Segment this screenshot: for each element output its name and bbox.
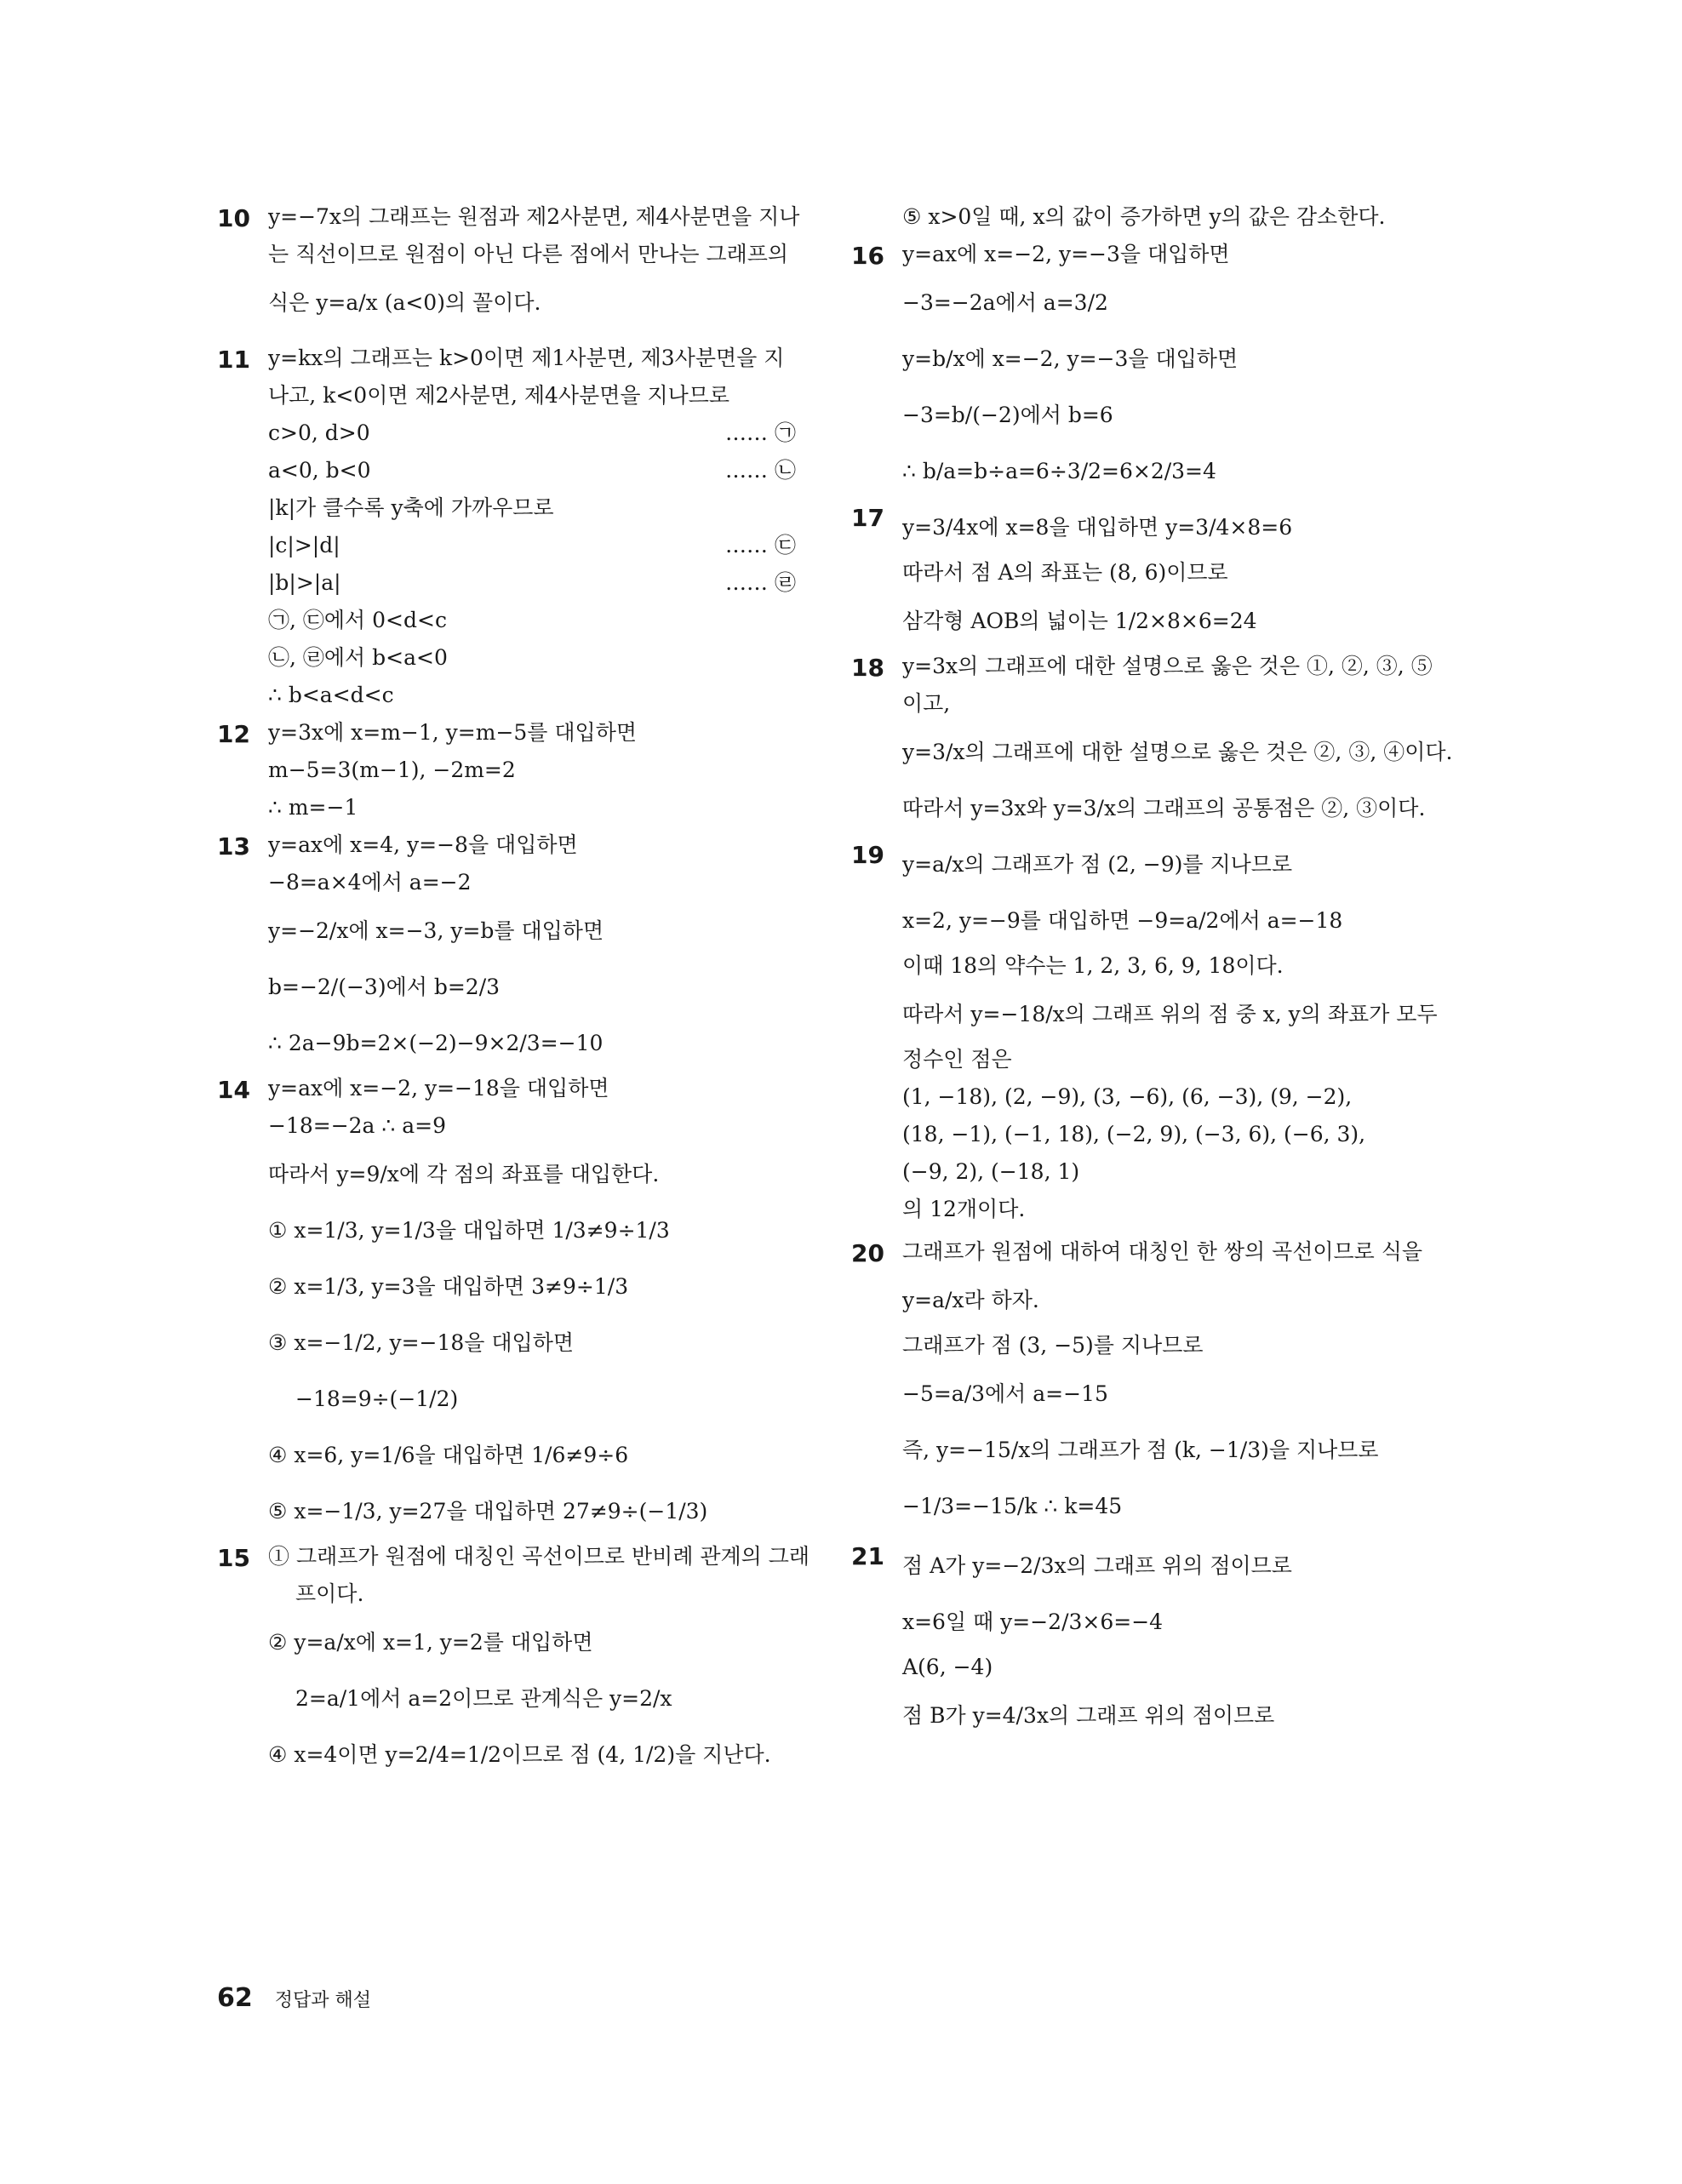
solution-line [268,963,796,1011]
solution-text: −5=a/3에서 a=−15 [902,1381,1108,1406]
problem-20 [851,1239,1439,1530]
problem-11 [217,346,796,708]
problem-10 [217,204,800,327]
solution-text: 따라서 y=3x와 y=3/x의 그래프의 공통점은 ②, ③이다. [902,796,1426,820]
solution-text: 이고, [902,691,951,716]
solution-text: A(6, −4) [902,1655,993,1679]
solution-text: ① x=1/3, y=1/3을 대입하면 1/3≠9÷1/3 [268,1218,670,1243]
solution-text: |c|>|d| [268,533,340,557]
solution-line [268,279,796,327]
solution-text: y=ax에 x=−2, y=−3을 대입하면 [902,242,1230,266]
solution-text: (18, −1), (−1, 18), (−2, 9), (−3, 6), (−6, 3), [902,1122,1366,1146]
solution-text: ∴ b<a<d<c [268,683,394,707]
solution-line [902,1692,1439,1740]
problem-18 [851,654,1453,832]
solution-line [268,204,800,230]
solution-line [902,1370,1439,1418]
solution-line [902,392,1439,439]
solution-text: (−9, 2), (−18, 1) [902,1159,1080,1184]
solution-line [902,1047,1439,1072]
solution-line [268,608,796,633]
problem-16 [851,242,1439,495]
solution-line [902,1598,1439,1646]
book-section-title: 정답과 해설 [274,1990,372,2011]
solution-line [902,1084,1439,1110]
solution-line [268,1375,796,1423]
solution-text: −18=−2a ∴ a=9 [268,1113,447,1138]
equation-marker: …… ㉠ [725,420,796,445]
solution-line [268,1113,796,1139]
problem-21 [851,1542,1439,1740]
solution-text: y=ax에 x=−2, y=−18을 대입하면 [268,1076,609,1101]
solution-line [268,1076,796,1101]
problem-cont [851,204,1439,230]
solution-line [268,1319,796,1367]
solution-line [268,758,796,783]
solution-text: −3=b/(−2)에서 b=6 [902,403,1113,427]
solution-line [902,1159,1439,1185]
solution-text: −1/3=−15/k ∴ k=45 [902,1494,1123,1518]
solution-line [902,448,1439,495]
solution-line [268,720,796,746]
solution-text: 의 12개이다. [902,1197,1026,1221]
equation-marker: …… ㉡ [725,458,796,483]
solution-text: 그래프가 원점에 대하여 대칭인 한 쌍의 곡선이므로 식을 [902,1239,1423,1264]
solution-text: y=3x의 그래프에 대한 설명으로 옳은 것은 ①, ②, ③, ⑤ [902,654,1433,678]
solution-text: b=−2/(−3)에서 b=2/3 [268,975,501,999]
solution-text: 점 B가 y=4/3x의 그래프 위의 점이므로 [902,1703,1275,1728]
solution-text: 는 직선이므로 원점이 아닌 다른 점에서 만나는 그래프의 [268,242,789,266]
solution-line [902,991,1439,1038]
problem-number: 11 [217,346,250,374]
solution-text: ④ x=4이면 y=2/4=1/2이므로 점 (4, 1/2)을 지난다. [268,1742,771,1767]
problem-17 [851,504,1439,645]
problem-15 [217,1544,810,1779]
problem-19 [851,841,1439,1222]
solution-line [268,645,796,671]
solution-line [268,495,796,521]
solution-text: a<0, b<0 [268,458,371,483]
solution-text: −8=a×4에서 a=−2 [268,870,472,895]
solution-line [268,420,796,446]
solution-text: c>0, d>0 [268,420,370,445]
solution-text: y=kx의 그래프는 k>0이면 제1사분면, 제3사분면을 지 [268,346,785,370]
problem-number: 12 [217,720,250,748]
solution-text: 프이다. [295,1581,364,1606]
problem-number: 18 [851,654,884,682]
solution-text: y=ax에 x=4, y=−8을 대입하면 [268,832,578,857]
solution-text: |b|>|a| [268,570,341,595]
solution-line [902,841,1439,889]
solution-line [902,560,1439,586]
solution-line [902,785,1439,832]
solution-text: ㉠, ㉢에서 0<d<c [268,608,447,632]
solution-text: −18=9÷(−1/2) [295,1386,459,1411]
solution-text: ⑤ x>0일 때, x의 값이 증가하면 y의 값은 감소한다. [902,204,1386,229]
solution-line [268,1619,796,1667]
solution-text: y=3/4x에 x=8을 대입하면 y=3/4×8=6 [902,515,1293,540]
solution-line [268,1432,796,1479]
solution-text: ㉡, ㉣에서 b<a<0 [268,645,448,670]
solution-text: ③ x=−1/2, y=−18을 대입하면 [268,1330,575,1355]
solution-line [902,654,1439,679]
solution-line [268,1544,810,1569]
solution-line [268,1151,796,1198]
solution-line [268,242,796,267]
solution-line [268,907,796,955]
right-column [851,204,1453,1748]
solution-text: ∴ m=−1 [268,795,358,820]
solution-text: 즉, y=−15/x의 그래프가 점 (k, −1/3)을 지나므로 [902,1438,1379,1462]
solution-line [268,346,796,371]
solution-text: 삼각형 AOB의 넓이는 1/2×8×6=24 [902,609,1257,633]
solution-line [268,1020,796,1067]
solution-line [268,458,796,483]
solution-line [902,1426,1439,1474]
solution-text: 점 A가 y=−2/3x의 그래프 위의 점이므로 [902,1553,1292,1578]
solution-text: 나고, k<0이면 제2사분면, 제4사분면을 지나므로 [268,383,730,408]
solution-text: −3=−2a에서 a=3/2 [902,290,1108,315]
solution-text: ④ x=6, y=1/6을 대입하면 1/6≠9÷6 [268,1443,629,1467]
solution-line [902,1542,1439,1590]
solution-text: y=a/x의 그래프가 점 (2, −9)를 지나므로 [902,852,1293,877]
solution-text: m−5=3(m−1), −2m=2 [268,758,516,782]
solution-line [268,533,796,558]
page-number: 62 [217,1983,253,2013]
solution-line [902,1122,1439,1147]
solution-line [268,1675,796,1723]
solution-line [268,1207,796,1255]
solution-line [268,1263,796,1311]
solution-text: ② y=a/x에 x=1, y=2를 대입하면 [268,1630,593,1655]
solution-line [902,691,1439,717]
problem-13 [217,832,796,1067]
solution-line [902,1483,1439,1530]
solution-line [268,1488,796,1535]
solution-text: 2=a/1에서 a=2이므로 관계식은 y=2/x [295,1686,672,1711]
solution-text: 따라서 y=9/x에 각 점의 좌표를 대입한다. [268,1162,660,1186]
solution-line [902,953,1439,979]
solution-text: 따라서 y=−18/x의 그래프 위의 점 중 x, y의 좌표가 모두 [902,1002,1438,1026]
left-column [217,204,810,1787]
solution-line [902,279,1439,327]
solution-text: ∴ b/a=b÷a=6÷3/2=6×2/3=4 [902,459,1216,483]
solution-line [902,597,1439,645]
problem-number: 17 [851,504,884,532]
solution-line [902,1655,1439,1680]
solution-text: 이때 18의 약수는 1, 2, 3, 6, 9, 18이다. [902,953,1284,978]
solution-text: x=2, y=−9를 대입하면 −9=a/2에서 a=−18 [902,908,1343,933]
solution-text: |k|가 클수록 y축에 가까우므로 [268,495,554,520]
solution-text: y=a/x라 하자. [902,1288,1039,1312]
equation-marker: …… ㉣ [725,570,796,595]
solution-line [902,1277,1439,1324]
problem-number: 13 [217,832,250,860]
solution-line [902,204,1439,230]
problem-number: 10 [217,204,250,232]
solution-line [902,504,1439,552]
solution-text: (1, −18), (2, −9), (3, −6), (6, −3), (9, −2), [902,1084,1353,1109]
solution-line [902,1333,1439,1358]
solution-line [268,832,796,858]
solution-line [902,729,1453,776]
problem-number: 21 [851,1542,884,1570]
solution-text: x=6일 때 y=−2/3×6=−4 [902,1609,1164,1634]
solution-line [268,383,796,409]
solution-line [268,1731,796,1779]
problem-number: 15 [217,1544,250,1572]
equation-marker: …… ㉢ [725,533,796,557]
solution-text: ② x=1/3, y=3을 대입하면 3≠9÷1/3 [268,1274,629,1299]
solution-line [268,683,796,708]
solution-line [902,1239,1439,1265]
solution-line [902,335,1439,383]
solution-text: y=3x에 x=m−1, y=m−5를 대입하면 [268,720,637,745]
solution-text: y=b/x에 x=−2, y=−3을 대입하면 [902,346,1239,371]
solution-line [902,242,1439,267]
solution-line [902,1197,1439,1222]
problem-14 [217,1076,796,1535]
problem-number: 19 [851,841,884,869]
solution-text: ⑤ x=−1/3, y=27을 대입하면 27≠9÷(−1/3) [268,1499,708,1524]
solution-line [268,1581,796,1607]
solution-line [268,795,796,820]
page-footer [217,1983,371,2013]
solution-text: 정수인 점은 [902,1047,1012,1072]
solution-line [268,870,796,895]
solution-line [902,897,1439,945]
solution-line [268,570,796,596]
solution-text: y=3/x의 그래프에 대한 설명으로 옳은 것은 ②, ③, ④이다. [902,740,1453,764]
problem-number: 14 [217,1076,250,1104]
solution-text: ① 그래프가 원점에 대칭인 곡선이므로 반비례 관계의 그래 [268,1544,810,1569]
solution-text: ∴ 2a−9b=2×(−2)−9×2/3=−10 [268,1031,604,1055]
solution-text: 따라서 점 A의 좌표는 (8, 6)이므로 [902,560,1228,585]
solution-text: 식은 y=a/x (a<0)의 꼴이다. [268,290,541,315]
solution-text: y=−7x의 그래프는 원점과 제2사분면, 제4사분면을 지나 [268,204,800,229]
problem-number: 16 [851,242,884,270]
solution-text: y=−2/x에 x=−3, y=b를 대입하면 [268,918,604,943]
problem-12 [217,720,796,820]
solution-text: 그래프가 점 (3, −5)를 지나므로 [902,1333,1204,1358]
problem-number: 20 [851,1239,884,1267]
